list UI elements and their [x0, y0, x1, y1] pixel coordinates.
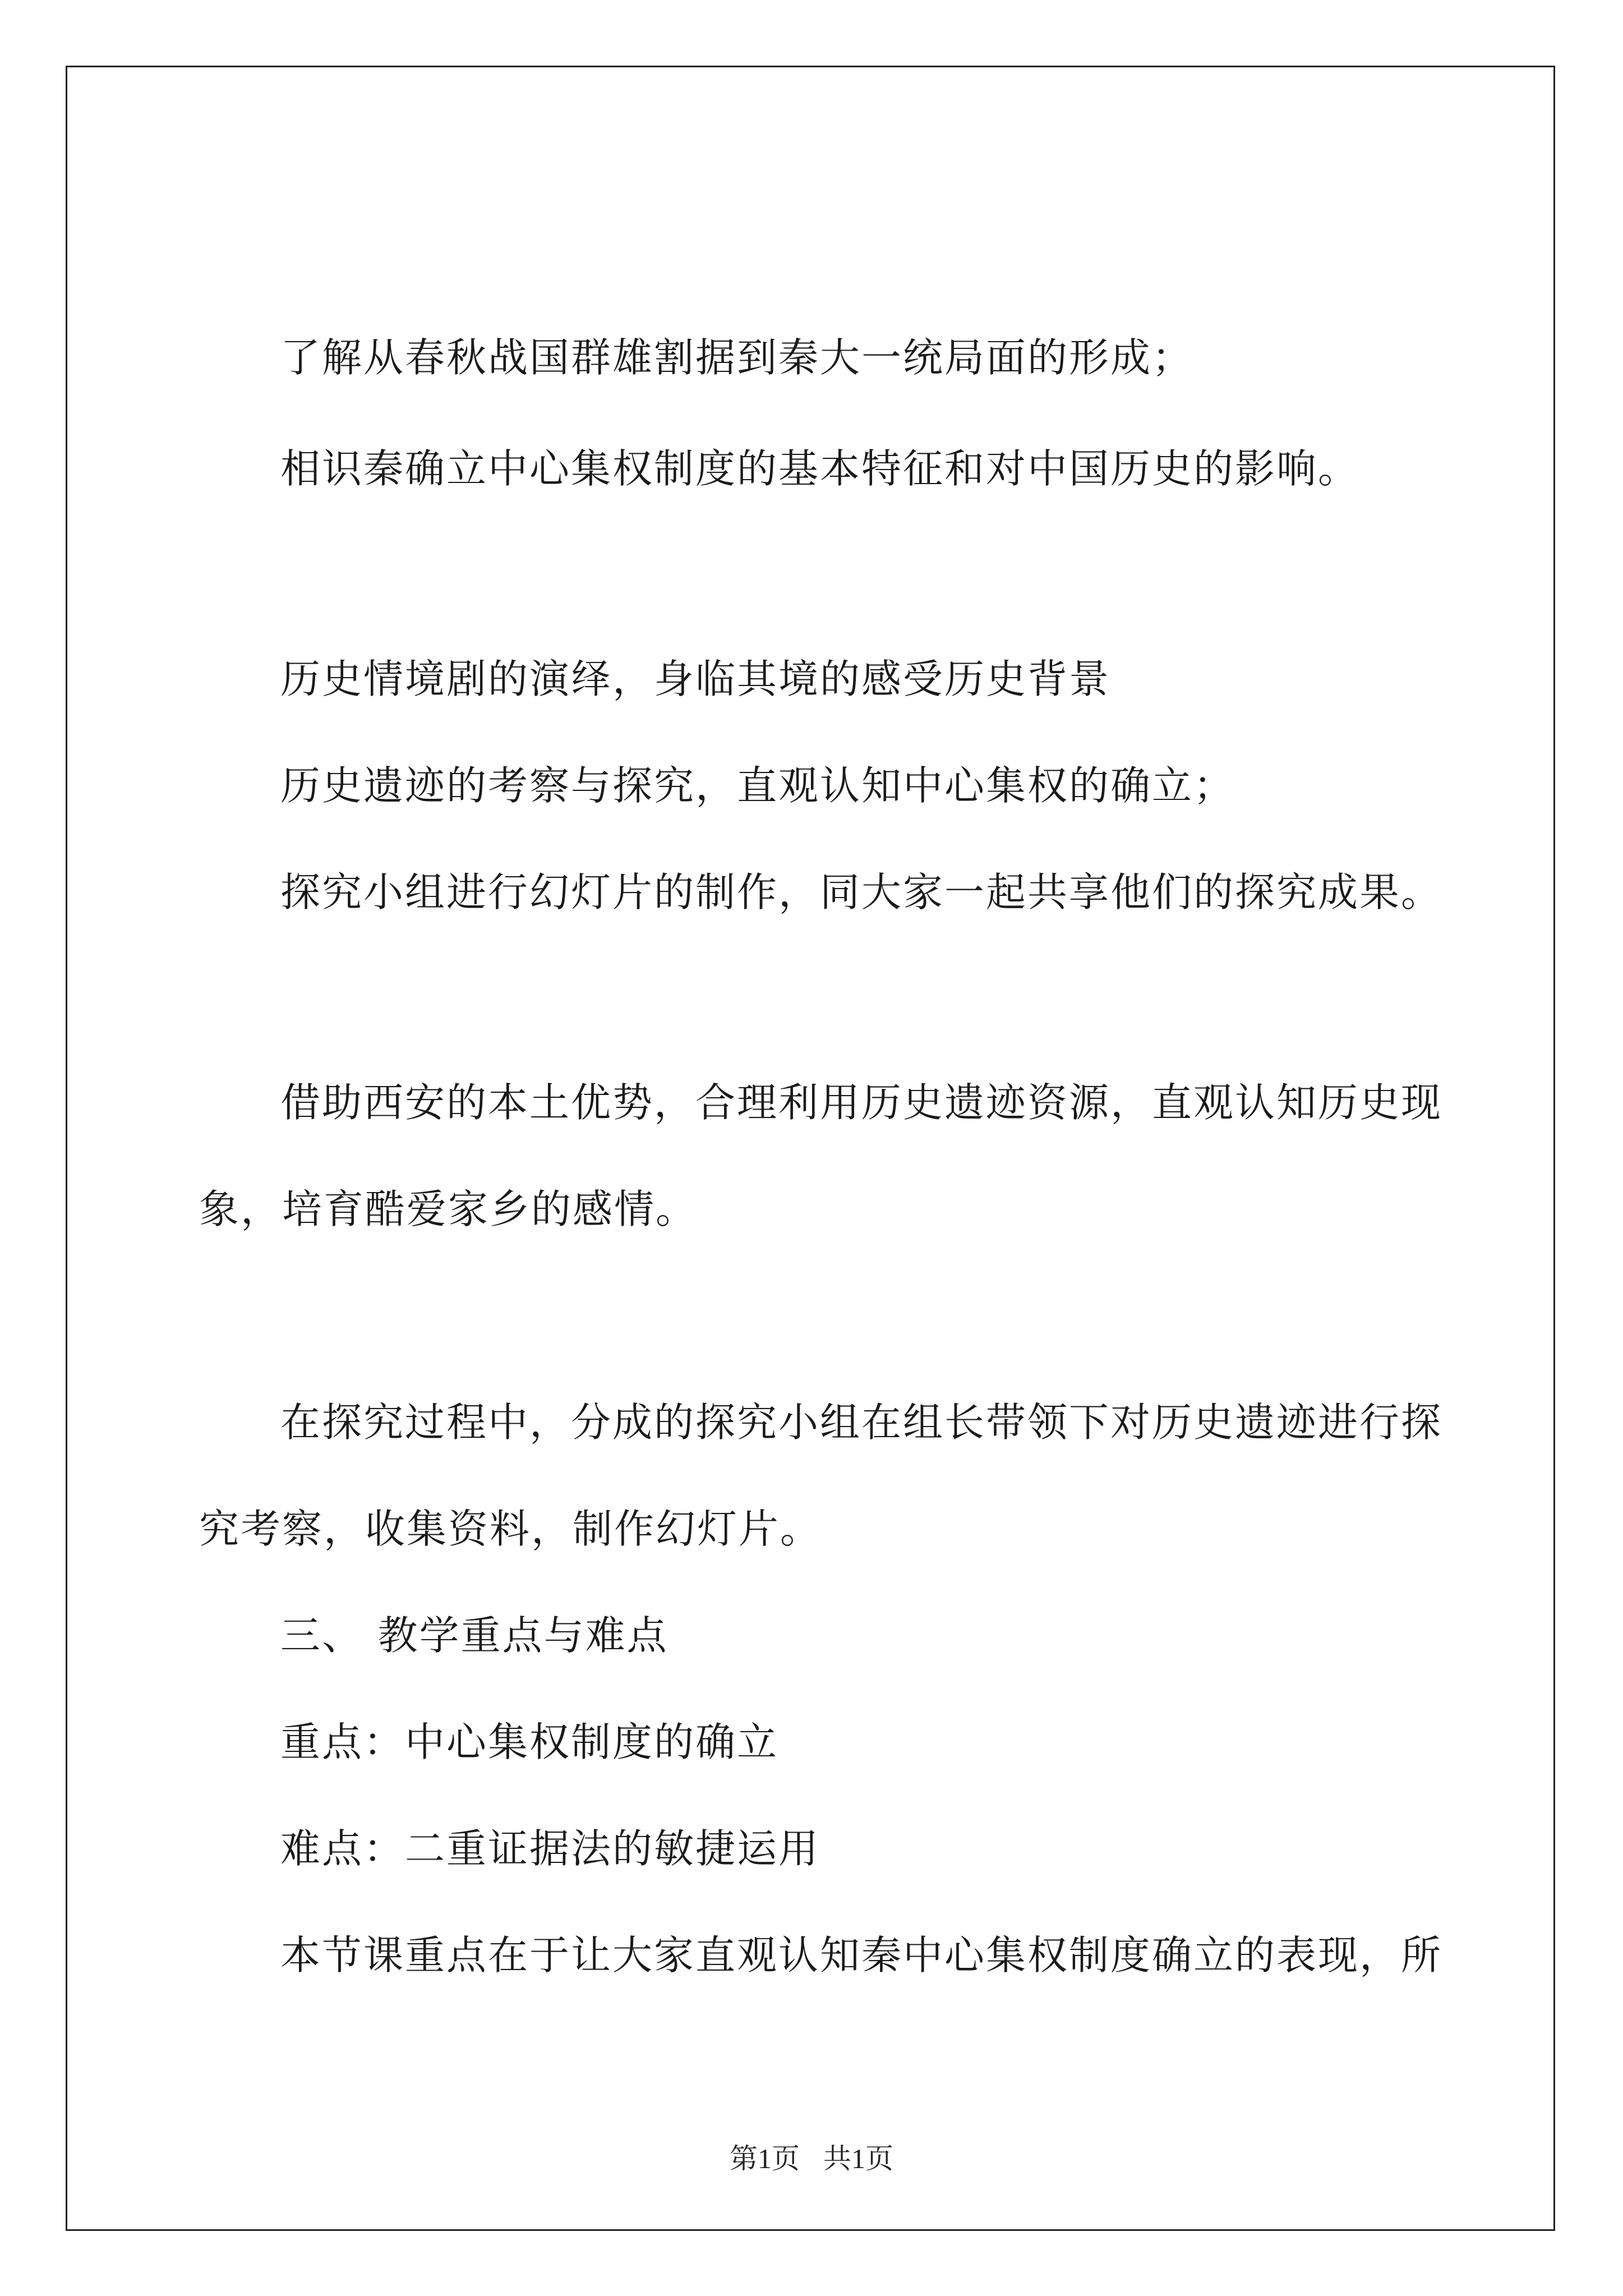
paragraph-line-3: 历史情境剧的演绎，身临其境的感受历史背景 — [280, 656, 1111, 702]
page-border — [66, 66, 1555, 2231]
paragraph-line-6: 借助西安的本土优势，合理利用历史遗迹资源，直观认知历史现 — [280, 1079, 1443, 1126]
paragraph-line-13: 本节课重点在于让大家直观认知秦中心集权制度确立的表现，所 — [280, 1932, 1443, 1978]
paragraph-line-5: 探究小组进行幻灯片的制作，同大家一起共享他们的探究成果。 — [280, 869, 1443, 915]
paragraph-line-2: 相识秦确立中心集权制度的基本特征和对中国历史的影响。 — [280, 445, 1360, 492]
paragraph-line-8: 在探究过程中，分成的探究小组在组长带领下对历史遗迹进行探 — [280, 1399, 1443, 1446]
paragraph-line-1: 了解从春秋战国群雄割据到秦大一统局面的形成； — [280, 334, 1194, 381]
paragraph-line-4: 历史遗迹的考察与探究，直观认知中心集权的确立； — [280, 762, 1235, 809]
page-number: 第1页 — [730, 2143, 800, 2174]
paragraph-line-11: 重点：中心集权制度的确立 — [280, 1719, 779, 1765]
page-footer — [0, 2136, 1623, 2177]
paragraph-line-9: 究考察，收集资料，制作幻灯片。 — [199, 1506, 822, 1552]
page-total: 共1页 — [823, 2143, 893, 2174]
section-heading: 三、 教学重点与难点 — [280, 1612, 668, 1659]
paragraph-line-12: 难点：二重证据法的敏捷运用 — [280, 1825, 820, 1872]
paragraph-line-7: 象，培育酷爱家乡的感情。 — [199, 1186, 698, 1232]
